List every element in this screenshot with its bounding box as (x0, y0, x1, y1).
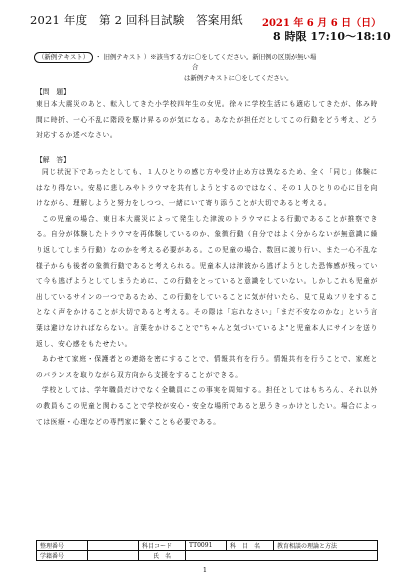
answer-paragraph: あわせて家庭・保護者との連絡を密にすることで、情報共有を行う。情報共有を行うことで、家庭とのバランスを取りながら双方向から支援をすることができる。 (36, 355, 378, 379)
answer-paragraph: 同じ状況下であったとしても、１人ひとりの感じ方や受け止め方は異なるため、全く「同じ」体験にはなり得ない。安易に悲しみやトラウマを共有しようとするのではなく、その１人ひとりの心に目を向けながら、理解しようと努力をしつつ、一緒にいて寄り添うことが大切であると考える。 (36, 168, 378, 208)
subject-label: 科 目 名 (227, 541, 274, 551)
subject-value: 教育相談の理論と方法 (274, 541, 378, 551)
reg-number-label: 整理番号 (37, 541, 88, 551)
selection-instruction: ）※該当する方に〇をしてください。新旧例の区別が無い場 (143, 53, 317, 61)
answer-paragraph: 学校としては、学年職員だけでなく全職員にこの事実を周知する。担任としてはもちろん、それ以外の教員もこの児童と関わることで学校が安心・安全な場所であると思うきっかけとしたい。場合によっては医療・心理などの専門家に繋ぐことも必要である。 (36, 386, 378, 426)
old-text-option: 旧例テキスト (103, 53, 142, 61)
answer-text (36, 165, 378, 430)
student-number-value[interactable] (88, 551, 139, 561)
exam-time: 8 時限 17:10〜18:10 (273, 30, 391, 43)
page-number: 1 (202, 566, 208, 574)
name-value[interactable] (186, 551, 378, 561)
text-selection: （新例テキスト） ・ 旧例テキスト ）※該当する方に〇をしてください。新旧例の区別が無い場 合 は新例テキストに〇をしてください。 (34, 52, 384, 83)
new-text-option: （新例テキスト） (34, 52, 93, 63)
exam-date: 2021 年 6 月 6 日（日） (262, 18, 382, 29)
exam-title: 2021 年度 第 2 回科目試験 答案用紙 (30, 13, 243, 27)
answer-heading: 【解 答】 (36, 156, 70, 164)
question-text: 東日本大震災のあと、転入してきた小学校四年生の女児。徐々に学校生活にも適応してきたが、体み時間に時折、一心不乱に階段を駆け昇るのが気になる。あなたが担任だとしてこの行動をどう考え、どう対応するか述べなさい。 (36, 100, 378, 140)
question-heading: 【問 題】 (36, 88, 70, 96)
course-code-value: TT0091 (186, 541, 227, 551)
reg-number-value[interactable] (88, 541, 139, 551)
student-number-label: 学籍番号 (37, 551, 88, 561)
header (0, 8, 410, 48)
name-label: 氏 名 (139, 551, 186, 561)
course-code-label: 科目コード (139, 541, 186, 551)
footer-table (36, 540, 378, 561)
answer-paragraph: この児童の場合、東日本大震災によって発生した津波のトラウマによる行動であることが推察できる。自分が体験したトラウマを再体験しているのか、象徴行動（自分ではよく分からないが無意識に繰り返してしまう行動）なのかを考える必要がある。この児童の場合、数回に渡り行い、また一心不乱な様子からも後者の象徴行動であると考えられる。児童本人は津波から逃げようとした恐怖感が残っていて今も逃げようとしてしまうために、この行動をとっていると意識をしていない。しかしこれも児童が出しているサインの一つであるため、この行動をしていることに気が付いたら、見て見ぬフリをすることなく声をかけることが大切であると考える。その際は「忘れなさい」「まだ不安なのかな」という言葉は避けなければならない。言葉をかけることで"ちゃんと気づいているよ"と児童本人にサインを送り返し、安心感をもたせたい。 (36, 214, 378, 348)
